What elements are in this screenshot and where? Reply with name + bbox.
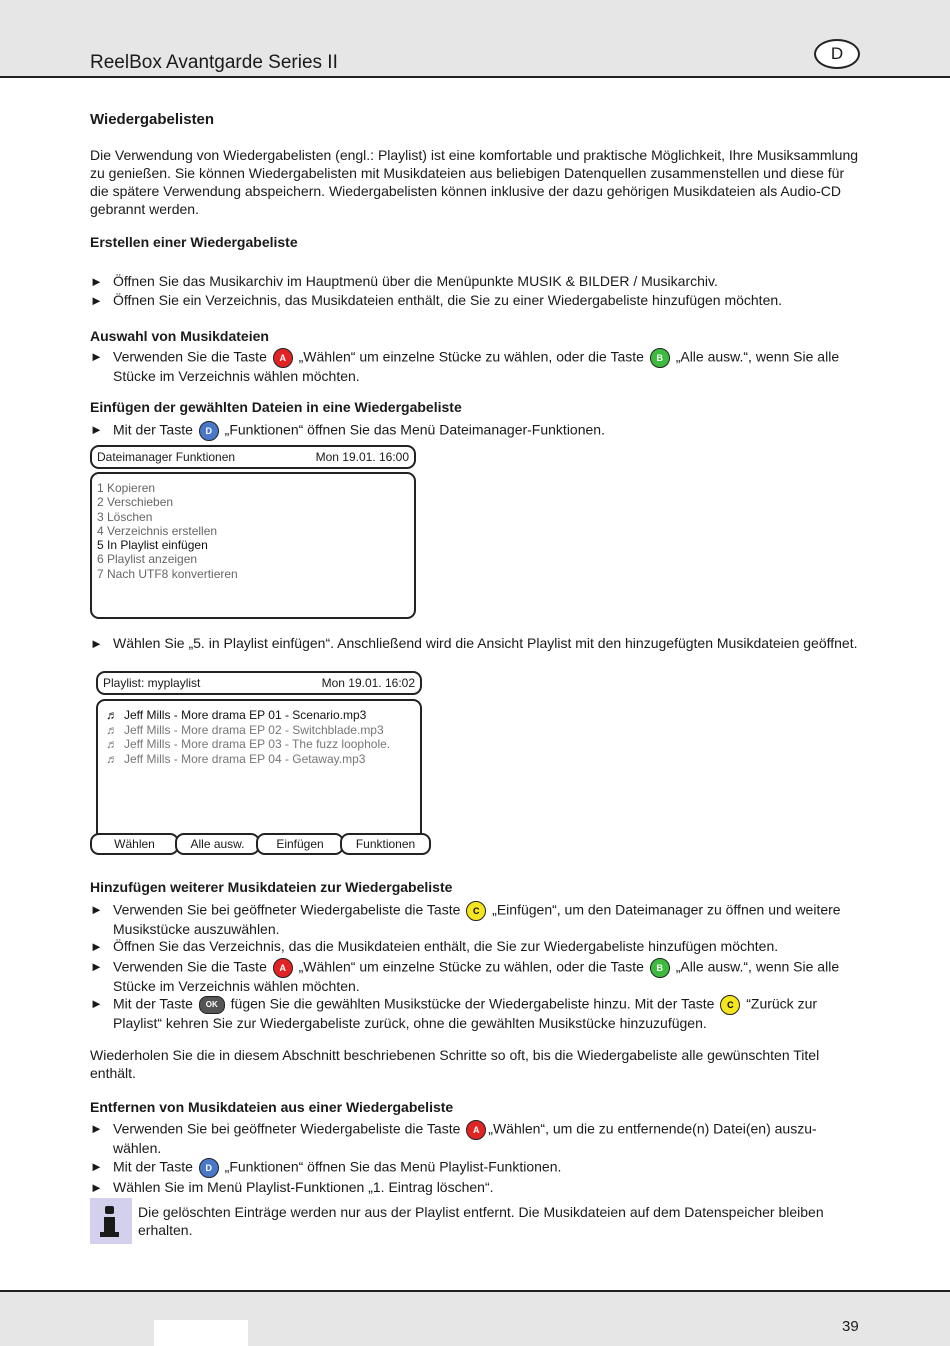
- bullet-arrow-icon: ►: [90, 996, 103, 1011]
- playlist-title: Playlist: myplaylist: [103, 676, 201, 690]
- track-item[interactable]: ♬ Jeff Mills - More drama EP 02 - Switchblade.mp3: [106, 722, 384, 737]
- menu-item-show-playlist[interactable]: 6 Playlist anzeigen: [97, 552, 198, 567]
- functions-tab-button[interactable]: Funktionen: [340, 833, 431, 855]
- bullet-arrow-icon: ►: [90, 293, 103, 308]
- playlist-datetime: Mon 19.01. 16:02: [321, 676, 415, 690]
- bullet-arrow-icon: ►: [90, 349, 103, 364]
- repeat-paragraph: Wiederholen Sie die in diesem Abschnitt beschriebenen Schritte so oft, bis die Wiedergabeliste alle gewünschten Titel enthält.: [90, 1047, 820, 1081]
- select-heading: Auswahl von Musikdateien: [90, 328, 269, 344]
- yellow-c-key-icon: C: [720, 995, 740, 1015]
- track-item[interactable]: ♬ Jeff Mills - More drama EP 04 - Getaway.mp3: [106, 751, 366, 766]
- track-item[interactable]: ♬ Jeff Mills - More drama EP 01 - Scenario.mp3: [106, 708, 367, 722]
- filemanager-menu: [90, 472, 416, 619]
- menu-item-create-folder[interactable]: 4 Verzeichnis erstellen: [97, 523, 218, 538]
- select-all-tab-button[interactable]: Alle ausw.: [175, 833, 260, 855]
- document-title: ReelBox Avantgarde Series II: [90, 52, 338, 73]
- menu-item-copy[interactable]: 1 Kopieren: [97, 481, 156, 495]
- select-tab-button[interactable]: Wählen: [90, 833, 179, 855]
- track-item[interactable]: ♬ Jeff Mills - More drama EP 03 - The fuzz loophole.: [106, 737, 391, 751]
- info-note: Die gelöschten Einträge werden nur aus der Playlist entfernt. Die Musikdateien auf dem Datenspeicher bleiben erhalten.: [138, 1204, 824, 1238]
- language-badge: D: [814, 39, 860, 69]
- music-note-icon: ♬: [106, 722, 118, 737]
- menu-item-move[interactable]: 2 Verschieben: [97, 495, 174, 510]
- playlist-title-bar: [96, 671, 422, 695]
- bullet-arrow-icon: ►: [90, 274, 103, 289]
- playlist-track-list: [96, 699, 422, 843]
- add-more-heading: Hinzufügen weiterer Musikdateien zur Wiedergabeliste: [90, 879, 453, 895]
- bullet-arrow-icon: ►: [90, 1180, 103, 1195]
- choose-step: ► Wählen Sie „5. in Playlist einfügen“. Anschließend wird die Ansicht Playlist mit den hinzugefügten Musikdateien geöffnet.: [90, 635, 858, 651]
- select-step: ► Verwenden Sie die Taste A „Wählen“ um einzelne Stücke zu wählen, oder die Taste B „Alle ausw.“, wenn Sie alle Stücke im Verzeichnis wählen möchten.: [90, 348, 840, 384]
- filemanager-datetime: Mon 19.01. 16:00: [315, 450, 409, 464]
- add-more-step-4: ► Mit der Taste OK fügen Sie die gewählten Musikstücke der Wiedergabeliste hinzu. Mit der Taste C “Zurück zur Playlist“ kehren Sie zur Wiedergabeliste zurück, ohne die gewählten Musikstücke hinzuzufügen.: [90, 995, 818, 1031]
- page-footer: [0, 1290, 950, 1346]
- page-number: 39: [842, 1318, 859, 1335]
- add-more-step-2: ► Öffnen Sie das Verzeichnis, das die Musikdateien enthält, die Sie zur Wiedergabeliste hinzufügen möchten.: [90, 938, 779, 954]
- add-more-step-3: ► Verwenden Sie die Taste A „Wählen“ um einzelne Stücke zu wählen, oder die Taste B „Alle ausw.“, wenn Sie alle Stücke im Verzeichnis wählen möchten.: [90, 958, 840, 994]
- bullet-arrow-icon: ►: [90, 939, 103, 954]
- music-note-icon: ♬: [106, 751, 118, 766]
- remove-step-3: ► Wählen Sie im Menü Playlist-Funktionen „1. Eintrag löschen“.: [90, 1179, 494, 1195]
- music-note-icon: ♬: [106, 737, 118, 751]
- remove-heading: Entfernen von Musikdateien aus einer Wiedergabeliste: [90, 1099, 454, 1115]
- bullet-arrow-icon: ►: [90, 959, 103, 974]
- menu-item-delete[interactable]: 3 Löschen: [97, 509, 153, 524]
- ok-key-icon: OK: [199, 996, 225, 1014]
- menu-item-insert-playlist[interactable]: 5 In Playlist einfügen: [97, 538, 208, 553]
- page-header: [0, 0, 950, 78]
- yellow-c-key-icon: C: [466, 901, 486, 921]
- green-b-key-icon: B: [650, 348, 670, 368]
- bullet-arrow-icon: ►: [90, 422, 103, 437]
- filemanager-title-bar: [90, 445, 416, 469]
- insert-heading: Einfügen der gewählten Dateien in eine Wiedergabeliste: [90, 399, 462, 415]
- red-a-key-icon: A: [466, 1120, 486, 1140]
- bullet-arrow-icon: ►: [90, 636, 103, 651]
- create-step-2: ► Öffnen Sie ein Verzeichnis, das Musikdateien enthält, die Sie zu einer Wiedergabeliste hinzufügen möchten.: [90, 292, 783, 308]
- bullet-arrow-icon: ►: [90, 1159, 103, 1174]
- red-a-key-icon: A: [273, 348, 293, 368]
- bullet-arrow-icon: ►: [90, 1121, 103, 1136]
- blue-d-key-icon: D: [199, 421, 219, 441]
- create-heading: Erstellen einer Wiedergabeliste: [90, 234, 298, 250]
- blue-d-key-icon: D: [199, 1158, 219, 1178]
- intro-paragraph: Die Verwendung von Wiedergabelisten (engl.: Playlist) ist eine komfortable und praktische Möglichkeit, Ihre Musiksammlung zu genießen. Sie können Wiedergabelisten mit Musikdateien aus beliebigen Datenquellen zusammenstellen und diese für die spätere Verwendung abspeichern. Wiedergabelisten können inklusive der dazu gehörigen Musikdateien als Audio-CD gebrannt werden.: [90, 147, 859, 217]
- insert-tab-button[interactable]: Einfügen: [256, 833, 344, 855]
- filemanager-title: Dateimanager Funktionen: [97, 450, 236, 464]
- music-note-icon: ♬: [106, 708, 118, 722]
- bullet-arrow-icon: ►: [90, 902, 103, 917]
- add-more-step-1: ► Verwenden Sie bei geöffneter Wiedergabeliste die Taste C „Einfügen“, um den Dateimanager zu öffnen und weitere Musikstücke auszuwählen.: [90, 901, 841, 937]
- insert-step: ► Mit der Taste D „Funktionen“ öffnen Sie das Menü Dateimanager-Funktionen.: [90, 421, 860, 441]
- menu-item-convert-utf8[interactable]: 7 Nach UTF8 konvertieren: [97, 566, 238, 581]
- create-step-1: ► Öffnen Sie das Musikarchiv im Hauptmenü über die Menüpunkte MUSIK & BILDER / Musikarchiv.: [90, 273, 718, 289]
- section-title: Wiedergabelisten: [90, 111, 215, 128]
- red-a-key-icon: A: [273, 958, 293, 978]
- remove-step-2: ► Mit der Taste D „Funktionen“ öffnen Sie das Menü Playlist-Funktionen.: [90, 1158, 860, 1178]
- info-icon: [90, 1198, 132, 1244]
- green-b-key-icon: B: [650, 958, 670, 978]
- remove-step-1: ► Verwenden Sie bei geöffneter Wiedergabeliste die Taste A „Wählen“, um die zu entfernende(n) Datei(en) auszuwählen.: [90, 1120, 817, 1156]
